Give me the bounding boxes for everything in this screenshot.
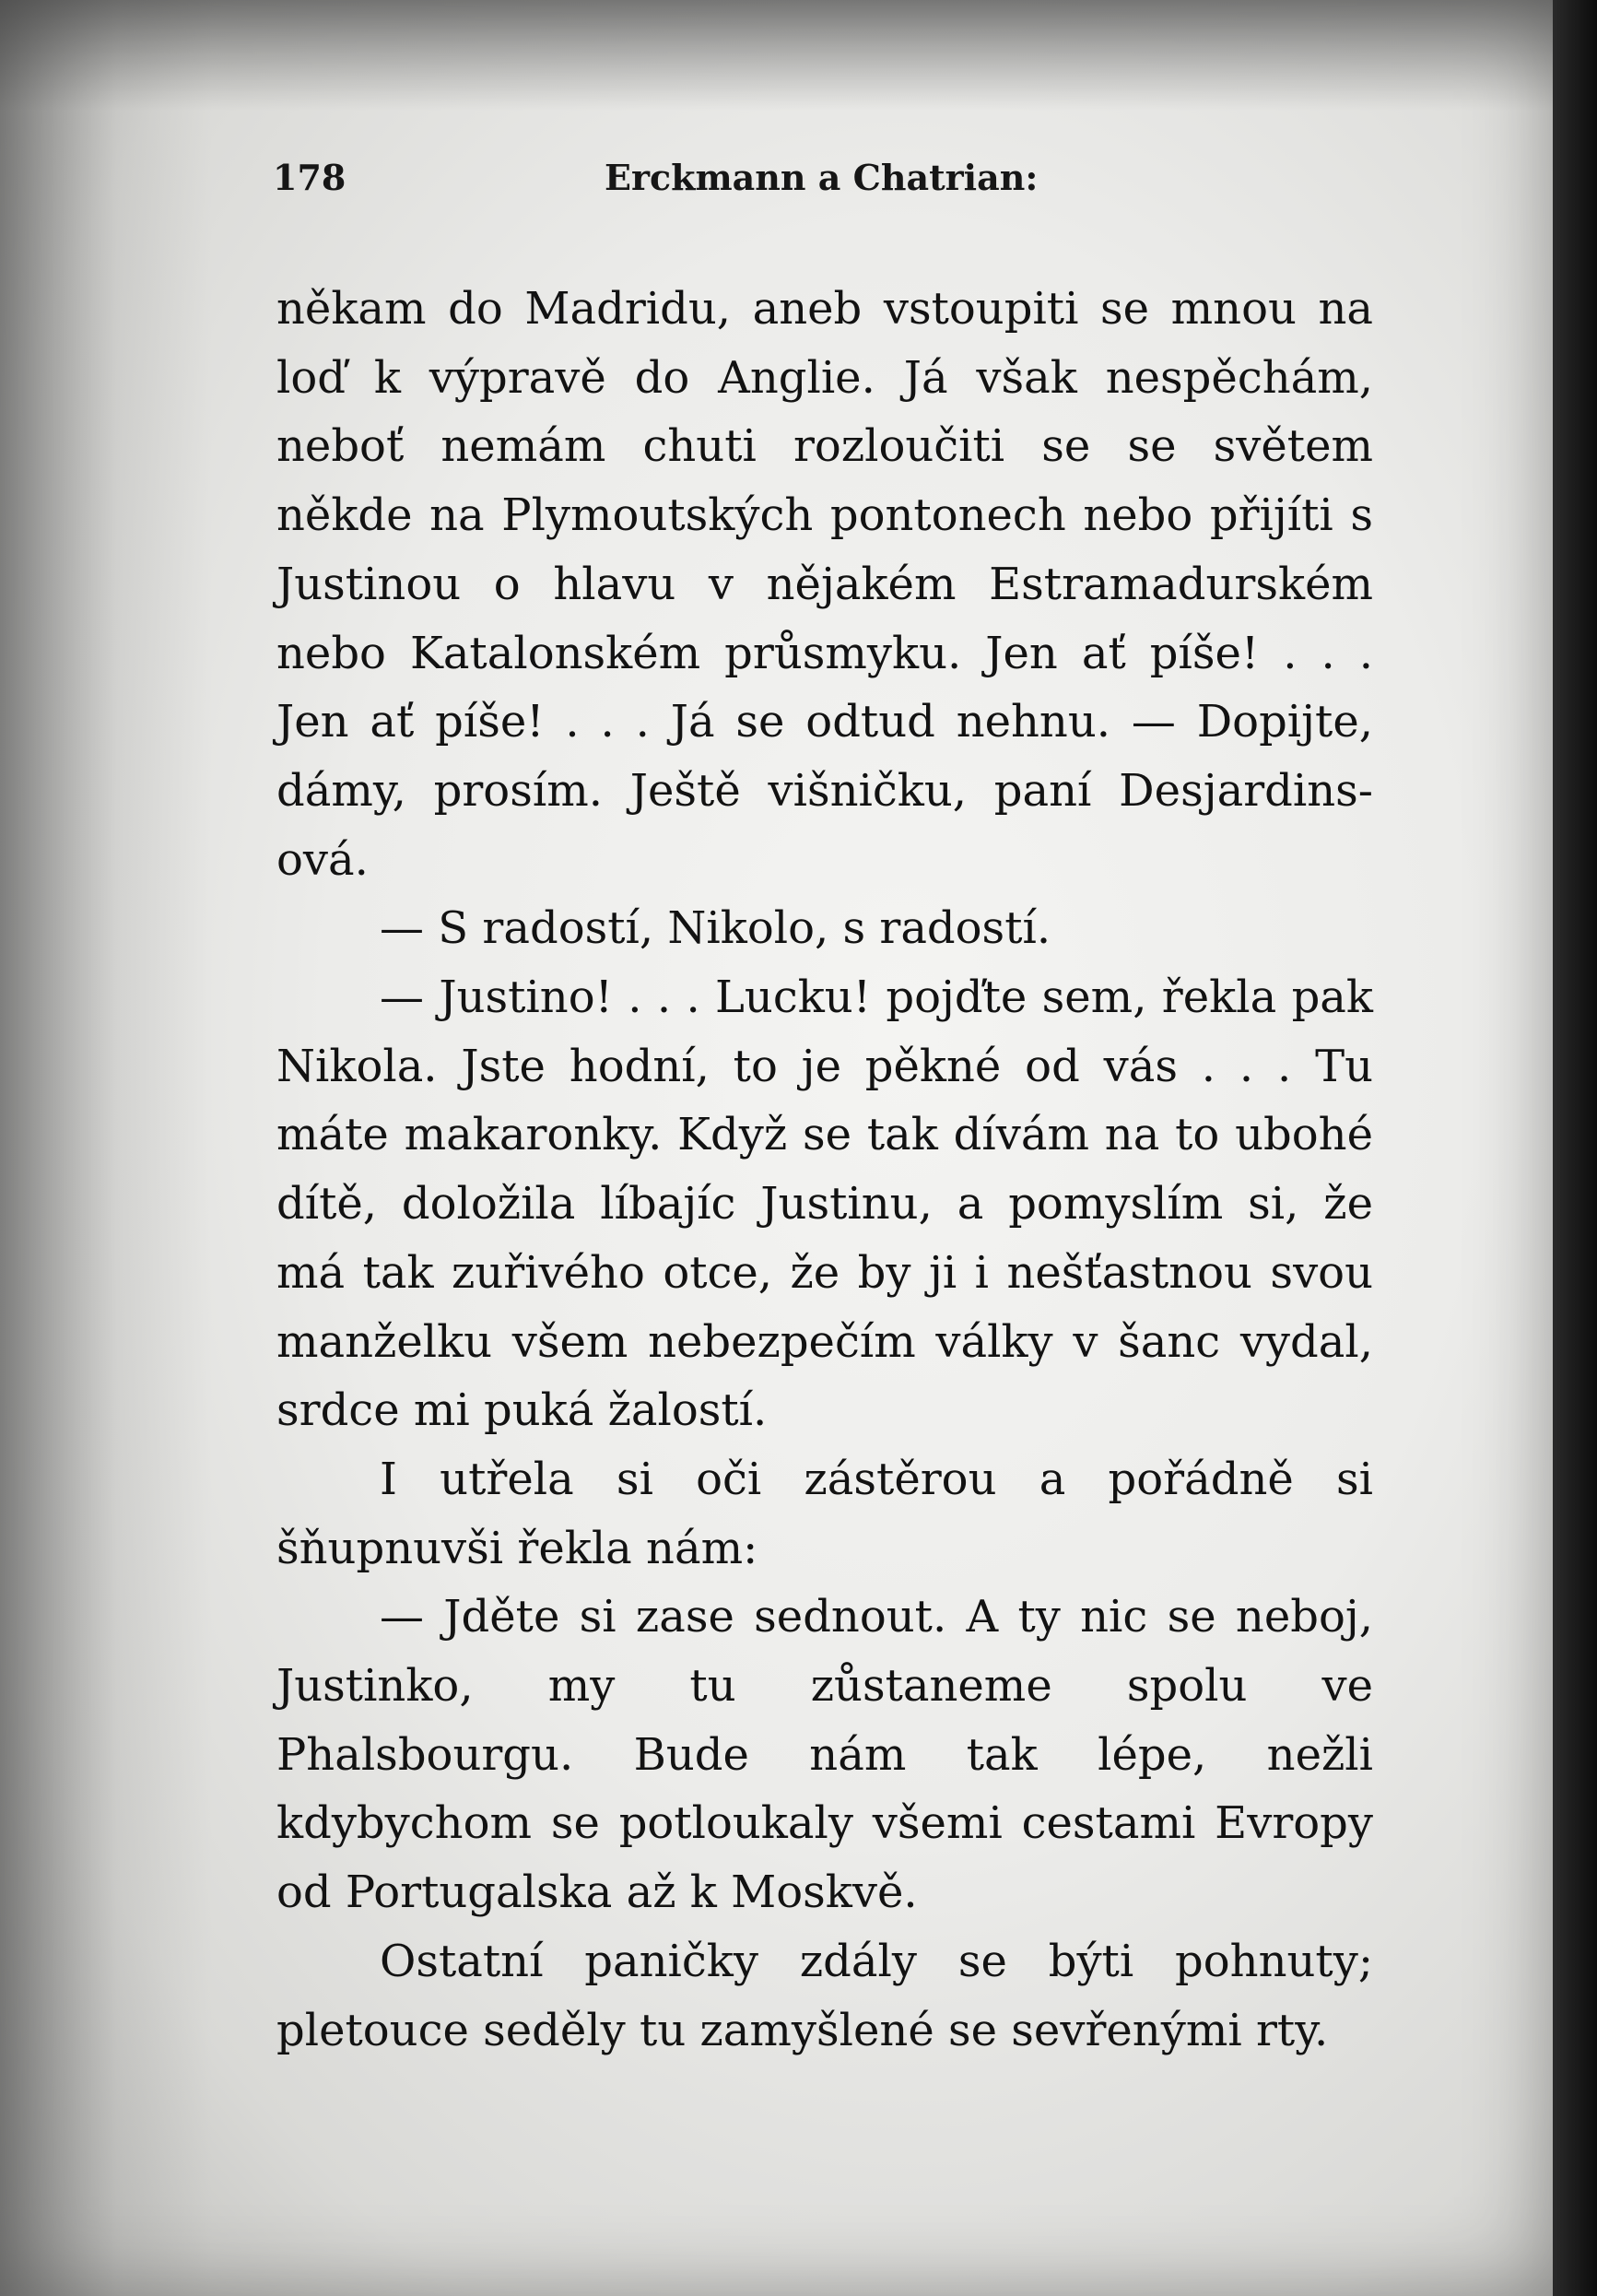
page-number: 178 — [273, 157, 346, 198]
paragraph: I utřela si oči zástěrou a pořádně si šňupnuvši řekla nám: — [276, 1453, 1373, 1574]
paragraph: někam do Madridu, aneb vstoupiti se mnou na loď k výpravě do Anglie. Já však nespěchám, neboť nemám chuti rozloučiti se se světem někde na Plymoutských pontonech nebo přijíti s Justinou o hlavu v nějakém Estramadurském nebo Katalonském průsmyku. Jen ať píše! . . . Jen ať píše! . . . Já se odtud nehnu. — Dopijte, dámy, prosím. Ještě višničku, paní Desjardins-ová. — [276, 283, 1373, 886]
paragraph: — Justino! . . . Lucku! pojďte sem, řekla pak Nikola. Jste hodní, to je pěkné od vás . . . Tu máte makaronky. Když se tak dívám na to ubohé dítě, doložila líbajíc Justinu, a pomyslím si, že má tak zuřivého otce, že by ji i nešťastnou svou manželku všem nebezpečím války v šanc vydal, srdce mi puká žalostí. — [276, 971, 1373, 1437]
paragraph: Ostatní paničky zdály se býti pohnuty; pletouce seděly tu zamyšlené se sevřenými rty. — [276, 1935, 1373, 2056]
page-header — [273, 157, 1379, 212]
page-edge-shadow — [1553, 0, 1597, 2296]
running-head: Erckmann a Chatrian: — [605, 157, 1039, 198]
paragraph: — Jděte si zase sednout. A ty nic se neboj, Justinko, my tu zůstaneme spolu ve Phalsbourgu. Bude nám tak lépe, nežli kdybychom se potloukaly všemi cestami Evropy od Portugalska až k Moskvě. — [276, 1591, 1373, 1919]
paragraph: — S radostí, Nikolo, s radostí. — [380, 902, 1051, 955]
body-text — [276, 275, 1373, 2065]
